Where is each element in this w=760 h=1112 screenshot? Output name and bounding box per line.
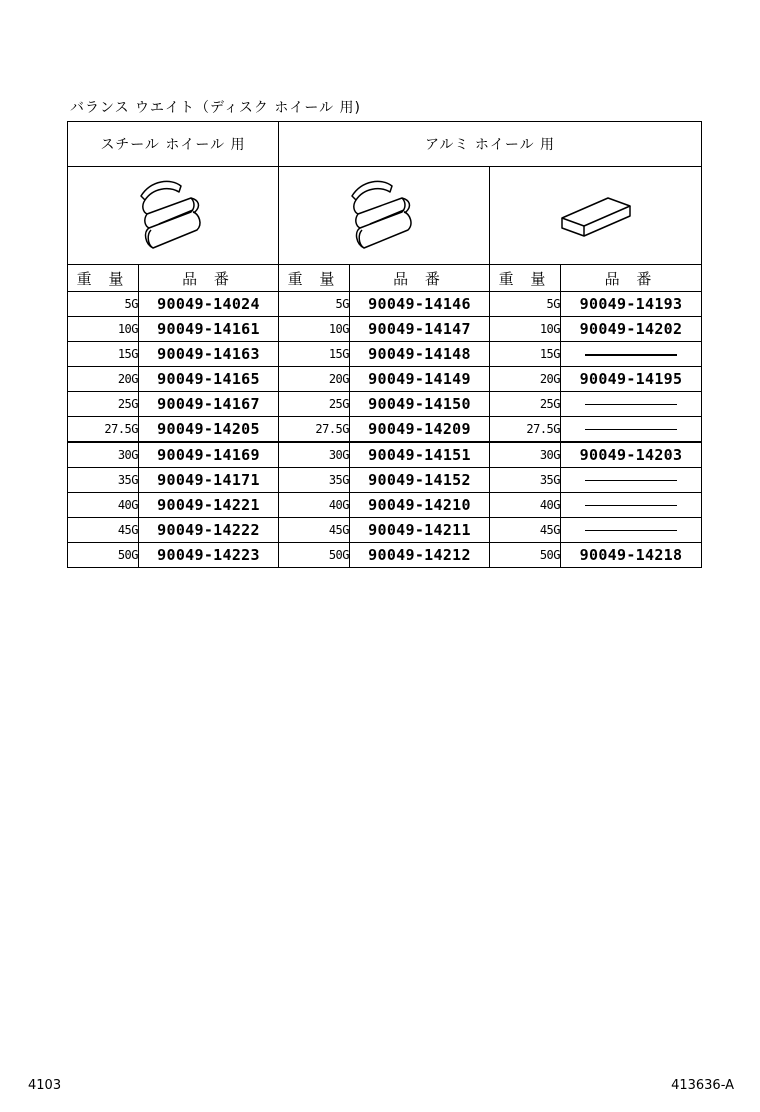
part-number-cell: 90049-14163 xyxy=(139,342,279,367)
part-number-cell: 90049-14195 xyxy=(561,367,702,392)
part-number-cell xyxy=(561,417,702,443)
part-number-cell: 90049-14171 xyxy=(139,468,279,493)
table-row xyxy=(68,468,702,493)
weight-cell: 40G xyxy=(490,493,561,518)
weight-cell: 27.5G xyxy=(490,417,561,443)
group-header-row xyxy=(68,122,702,167)
part-number-cell: 90049-14221 xyxy=(139,493,279,518)
clip-weight-icon xyxy=(133,172,213,256)
not-available-dash xyxy=(585,530,677,531)
table-row xyxy=(68,518,702,543)
weight-cell: 25G xyxy=(68,392,139,417)
weight-header: 重 量 xyxy=(68,265,139,292)
part-number-cell: 90049-14147 xyxy=(350,317,490,342)
weight-cell: 35G xyxy=(68,468,139,493)
part-number-cell: 90049-14211 xyxy=(350,518,490,543)
weight-cell: 5G xyxy=(490,292,561,317)
table-row xyxy=(68,342,702,367)
part-number-cell: 90049-14223 xyxy=(139,543,279,568)
weight-header: 重 量 xyxy=(490,265,561,292)
weight-cell: 15G xyxy=(279,342,350,367)
clip-weight-icon xyxy=(344,172,424,256)
table-row xyxy=(68,292,702,317)
weight-header: 重 量 xyxy=(279,265,350,292)
table-row xyxy=(68,493,702,518)
weight-cell: 20G xyxy=(490,367,561,392)
part-number-cell: 90049-14205 xyxy=(139,417,279,443)
part-number-cell: 90049-14161 xyxy=(139,317,279,342)
weight-cell: 50G xyxy=(279,543,350,568)
steel-wheel-header: スチール ホイール 用 xyxy=(68,122,279,167)
part-number-cell xyxy=(561,468,702,493)
part-number-cell xyxy=(561,392,702,417)
weight-cell: 5G xyxy=(68,292,139,317)
document-title: バランス ウエイト（ディスク ホイール 用) xyxy=(70,100,361,116)
weight-cell: 10G xyxy=(490,317,561,342)
part-number-cell: 90049-14148 xyxy=(350,342,490,367)
part-number-cell: 90049-14169 xyxy=(139,442,279,468)
balance-weight-table xyxy=(67,121,702,568)
part-number-cell xyxy=(561,518,702,543)
weight-cell: 20G xyxy=(68,367,139,392)
weight-cell: 25G xyxy=(279,392,350,417)
weight-cell: 10G xyxy=(68,317,139,342)
table-row xyxy=(68,543,702,568)
weight-cell: 35G xyxy=(490,468,561,493)
weight-cell: 40G xyxy=(68,493,139,518)
page-code: 4103 xyxy=(28,1078,62,1093)
part-number-cell: 90049-14152 xyxy=(350,468,490,493)
alumi-adhesive-illustration xyxy=(490,167,702,265)
weight-cell: 40G xyxy=(279,493,350,518)
weight-cell: 5G xyxy=(279,292,350,317)
weight-cell: 45G xyxy=(68,518,139,543)
weight-cell: 27.5G xyxy=(68,417,139,443)
part-number-cell: 90049-14218 xyxy=(561,543,702,568)
part-number-cell: 90049-14149 xyxy=(350,367,490,392)
part-number-cell xyxy=(561,493,702,518)
not-available-dash xyxy=(585,480,677,481)
weight-cell: 45G xyxy=(279,518,350,543)
alumi-wheel-header: アルミ ホイール 用 xyxy=(279,122,702,167)
weight-cell: 27.5G xyxy=(279,417,350,443)
weight-cell: 30G xyxy=(279,442,350,468)
column-header-row xyxy=(68,265,702,292)
not-available-dash xyxy=(585,429,677,430)
part-number-cell: 90049-14165 xyxy=(139,367,279,392)
table-row xyxy=(68,367,702,392)
weight-cell: 50G xyxy=(490,543,561,568)
alumi-clip-illustration xyxy=(279,167,490,265)
steel-clip-illustration xyxy=(68,167,279,265)
not-available-dash xyxy=(585,354,677,356)
part-number-cell: 90049-14222 xyxy=(139,518,279,543)
table-row xyxy=(68,317,702,342)
illustration-row xyxy=(68,167,702,265)
part-number-cell: 90049-14212 xyxy=(350,543,490,568)
part-number-cell: 90049-14202 xyxy=(561,317,702,342)
part-number-header: 品 番 xyxy=(350,265,490,292)
part-number-cell: 90049-14151 xyxy=(350,442,490,468)
not-available-dash xyxy=(585,404,677,405)
part-number-header: 品 番 xyxy=(139,265,279,292)
table-row xyxy=(68,442,702,468)
adhesive-block-weight-icon xyxy=(556,184,636,244)
table-row xyxy=(68,392,702,417)
part-number-cell: 90049-14146 xyxy=(350,292,490,317)
part-number-cell: 90049-14167 xyxy=(139,392,279,417)
drawing-number: 413636-A xyxy=(671,1078,734,1093)
weight-cell: 10G xyxy=(279,317,350,342)
weight-cell: 35G xyxy=(279,468,350,493)
weight-cell: 15G xyxy=(490,342,561,367)
weight-cell: 20G xyxy=(279,367,350,392)
weight-cell: 30G xyxy=(490,442,561,468)
part-number-cell: 90049-14024 xyxy=(139,292,279,317)
weight-cell: 15G xyxy=(68,342,139,367)
table-row xyxy=(68,417,702,443)
part-number-cell: 90049-14210 xyxy=(350,493,490,518)
weight-cell: 45G xyxy=(490,518,561,543)
weight-cell: 30G xyxy=(68,442,139,468)
part-number-cell xyxy=(561,342,702,367)
part-number-cell: 90049-14203 xyxy=(561,442,702,468)
part-number-cell: 90049-14193 xyxy=(561,292,702,317)
weight-cell: 25G xyxy=(490,392,561,417)
part-number-cell: 90049-14150 xyxy=(350,392,490,417)
weight-cell: 50G xyxy=(68,543,139,568)
not-available-dash xyxy=(585,505,677,506)
part-number-header: 品 番 xyxy=(561,265,702,292)
part-number-cell: 90049-14209 xyxy=(350,417,490,443)
